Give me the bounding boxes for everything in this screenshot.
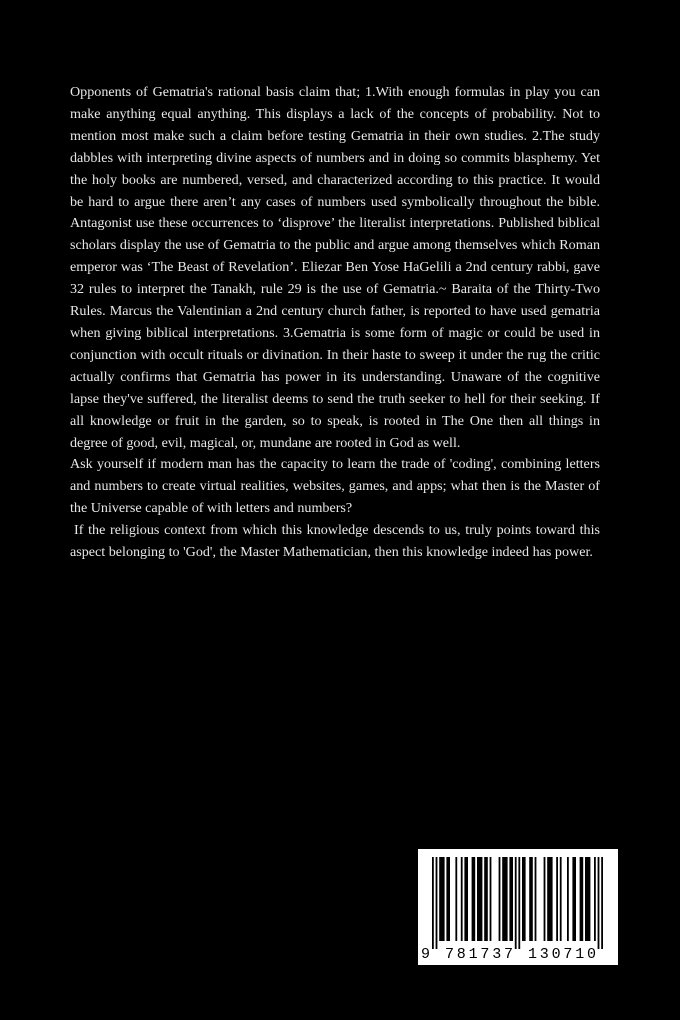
- barcode-guard-bar: [601, 857, 603, 949]
- barcode-left-digits: 781737: [445, 946, 513, 963]
- barcode-bar: [509, 857, 513, 941]
- barcode-bar: [490, 857, 492, 941]
- barcode-guard-bar: [436, 857, 438, 949]
- barcode-bar: [461, 857, 463, 941]
- barcode-bar: [580, 857, 584, 941]
- barcode-bar: [472, 857, 476, 941]
- barcode-bar: [594, 857, 596, 941]
- barcode-bar: [522, 857, 526, 941]
- barcode-bar: [455, 857, 457, 941]
- barcode-first-digit: 9: [421, 946, 431, 963]
- paragraph-coding-analogy: Ask yourself if modern man has the capacity to learn the trade of 'coding', combining letters and numbers to create virtual realities, websites, games, and apps; what then is the Master of the Universe capable of with letters and numbers?: [70, 456, 600, 517]
- barcode-bar: [446, 857, 450, 941]
- barcode-right-digits: 130710: [528, 946, 596, 963]
- barcode-graphic: [418, 849, 618, 965]
- barcode-bar: [547, 857, 552, 941]
- isbn-barcode: [418, 849, 618, 965]
- barcode-bar: [499, 857, 501, 941]
- paragraph-master-mathematician: If the religious context from which this knowledge descends to us, truly points toward this aspect belonging to 'God', the Master Mathematician, then this knowledge indeed has power.: [70, 522, 600, 561]
- barcode-bar: [544, 857, 546, 941]
- barcode-bar: [572, 857, 576, 941]
- back-cover-text: [70, 82, 600, 564]
- paragraph-gematria-opponents: Opponents of Gematria's rational basis claim that; 1.With enough formulas in play you can make anything equal anything. This displays a lack of the concepts of probability. Not to mention most make such a claim before testing Gematria in their own studies. 2.The study dabbles with interpreting divine aspects of numbers and in doing so commits blasphemy. Yet the holy books are numbered, versed, and characterized according to this practice. It would be hard to argue there aren’t any cases of numbers used symbolically throughout the bible. Antagonist use these occurrences to ‘disprove’ the literalist interpretations. Published biblical scholars display the use of Gematria to the public and argue among themselves which Roman emperor was ‘The Beast of Revelation’. Eliezar Ben Yose HaGelili a 2nd century rabbi, gave 32 rules to interpret the Tanakh, rule 29 is the use of Gematria.~ Baraita of the Thirty-Two Rules. Marcus the Valentinian a 2nd century church father, is reported to have used gematria when giving biblical interpretations. 3.Gematria is some form of magic or could be used in conjunction with occult rituals or divination. In their haste to sweep it under the rug the critic actually confirms that Gematria has power in its understanding. Unaware of the cognitive lapse they've suffered, the literalist deems to send the truth seeker to hell for their seeking. If all knowledge or fruit in the garden, so to speak, is rooted in The One then all things in degree of good, evil, magical, or, mundane are rooted in God as well.: [70, 84, 600, 451]
- barcode-guard-bar: [598, 857, 600, 949]
- barcode-guard-bar: [515, 857, 517, 949]
- barcode-bar: [529, 857, 533, 941]
- barcode-bar: [464, 857, 468, 941]
- barcode-bars: [432, 857, 603, 949]
- barcode-bar: [535, 857, 537, 941]
- barcode-bar: [477, 857, 482, 941]
- barcode-bar: [567, 857, 569, 941]
- barcode-bar: [439, 857, 444, 941]
- barcode-guard-bar: [518, 857, 520, 949]
- barcode-bar: [560, 857, 562, 941]
- barcode-bar: [556, 857, 558, 941]
- barcode-bar: [484, 857, 488, 941]
- barcode-bar: [502, 857, 507, 941]
- barcode-guard-bar: [432, 857, 434, 949]
- barcode-bar: [585, 857, 590, 941]
